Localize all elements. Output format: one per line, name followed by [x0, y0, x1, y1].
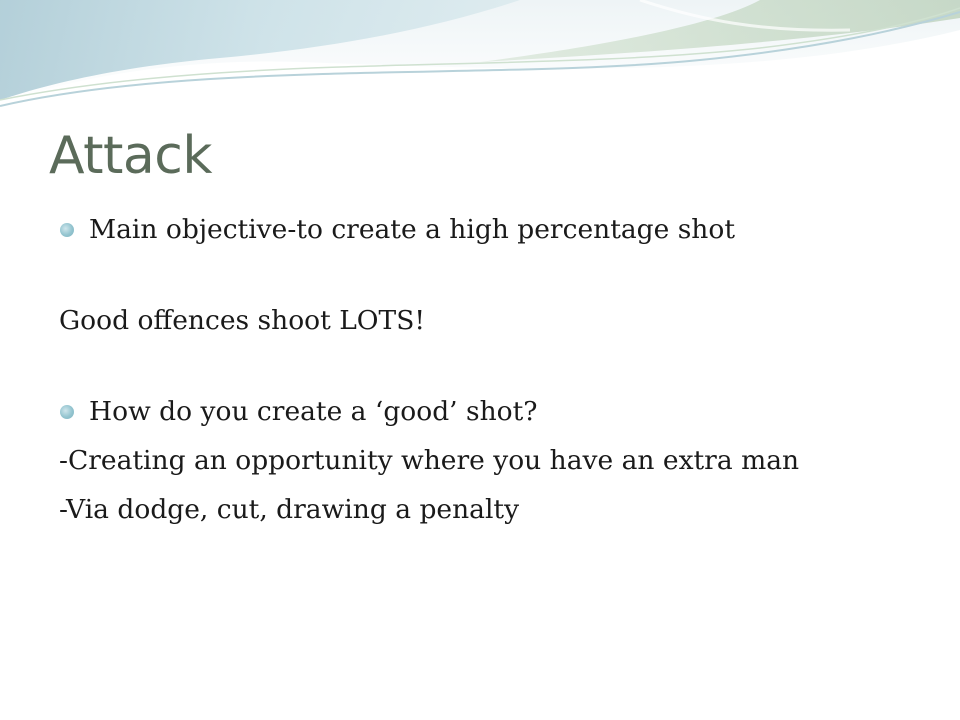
slide-body	[59, 205, 939, 534]
line-text: -Creating an opportunity where you have an extra man	[59, 445, 800, 476]
paragraph-spacer	[59, 345, 939, 387]
bullet-item	[59, 387, 939, 436]
plain-line	[59, 485, 939, 534]
bullet-item	[59, 205, 939, 254]
slide-title: Attack	[49, 126, 213, 186]
bullet-dot-icon	[60, 405, 74, 419]
bullet-text: How do you create a ‘good’ shot?	[89, 396, 538, 427]
bullet-text: Main objective-to create a high percentage shot	[89, 214, 735, 245]
line-text: Good offences shoot LOTS!	[59, 305, 425, 336]
plain-line	[59, 296, 939, 345]
plain-line	[59, 436, 939, 485]
line-text: -Via dodge, cut, drawing a penalty	[59, 494, 520, 525]
header-swoosh-decoration	[0, 0, 960, 130]
paragraph-spacer	[59, 254, 939, 296]
bullet-dot-icon	[60, 223, 74, 237]
